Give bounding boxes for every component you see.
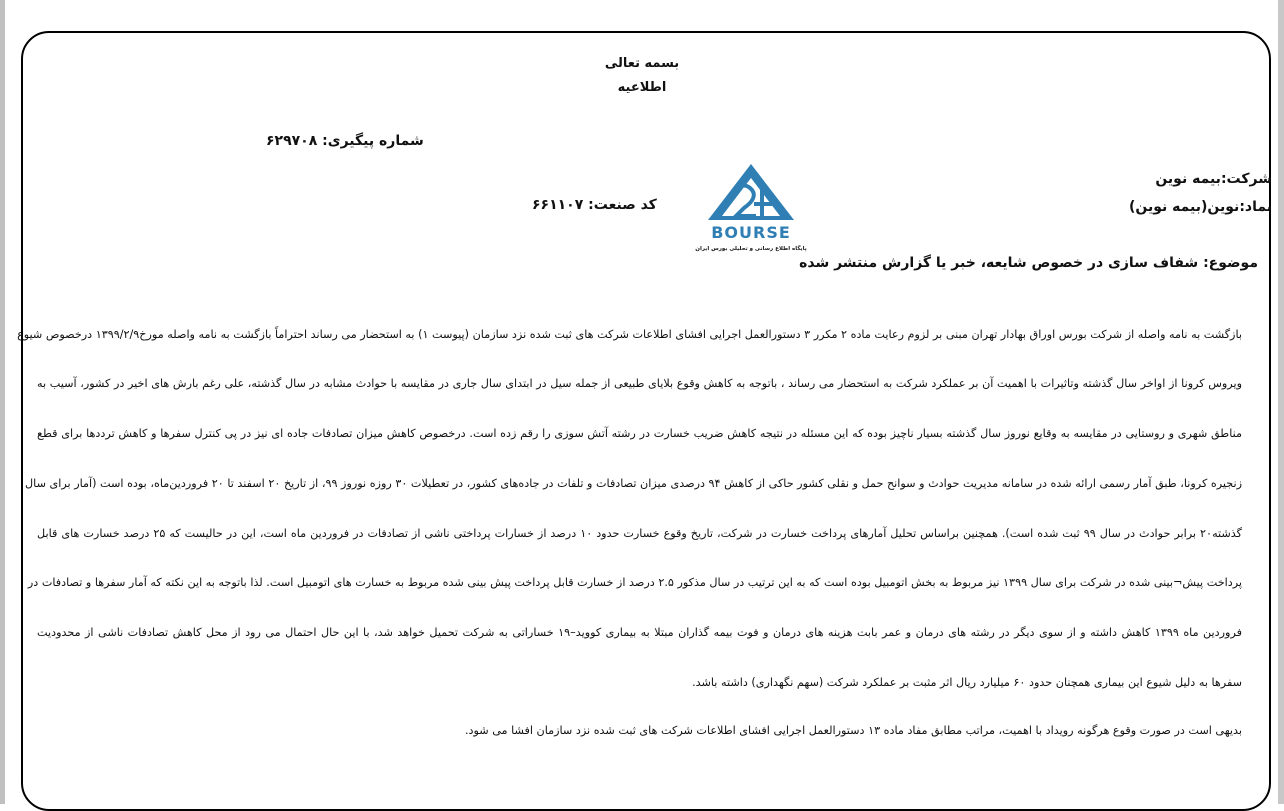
industry-label: کد صنعت:	[588, 197, 657, 213]
body-line-9: بدیهی است در صورت وقوع هرگونه رویداد با اهمیت، مراتب مطابق مفاد ماده ۱۳ دستورالعمل اجرایی افشای اطلاعات شرکت های ثبت شده نزد سازمان افشا می شود.	[464, 724, 1242, 737]
basmala-heading: بسمه تعالی	[604, 56, 680, 71]
bourse-logo	[692, 162, 810, 254]
document-frame	[17, 31, 1271, 811]
symbol-value: نوین(بیمه نوین)	[1129, 199, 1240, 215]
bourse-logo-icon	[692, 162, 810, 254]
industry-code-row	[532, 197, 657, 213]
notice-title: اطلاعیه	[617, 80, 667, 95]
body-line-3: مناطق شهری و روستایی در مقایسه به وقایع نوروز سال گذشته بسیار ناچیز بوده که این مسئله در نتیجه کاهش ضریب خسارت در رشته آتش سوزی را رقم زده است. درخصوص کاهش میزان تصادفات جاده ای نیز در پی کنترل سفرها و کاهش ترددها برای قطع	[37, 427, 1242, 440]
svg-text:BOURSE: BOURSE	[711, 223, 791, 242]
industry-value: ۶۶۱۱۰۷	[532, 197, 584, 213]
body-line-4: زنجیره کرونا، طبق آمار رسمی ارائه شده در سامانه مدیریت حوادث و سوانح حمل و نقلی کشور حاکی از کاهش ۹۴ درصدی میزان تصادفات و تلفات در جاده‌های کشور، در تعطیلات ۳۰ روزه نوروز ۹۹، از تاریخ ۲۰ اسفند تا ۲۰ فروردین‌ماه، بوده است (آمار برای سال	[25, 477, 1242, 490]
tracking-value: ۶۲۹۷۰۸	[266, 133, 318, 149]
subject-label: موضوع:	[1203, 255, 1258, 271]
subject-row	[799, 255, 1258, 271]
tracking-number	[266, 133, 424, 149]
symbol-label: نماد:	[1239, 199, 1272, 215]
body-line-1: بازگشت به نامه واصله از شرکت بورس اوراق بهادار تهران مبنی بر لزوم رعایت ماده ۲ مکرر ۳ دستورالعمل اجرایی افشای اطلاعات شرکت های ثبت شده نزد سازمان (پیوست ۱) به استحضار می رساند احتراماً بازگشت به نامه واصله مورخ۱۳۹۹/۲/۹ درخصوص شیوع	[17, 328, 1242, 341]
body-line-6: پرداخت پیش¬بینی شده در شرکت برای سال ۱۳۹۹ نیز مربوط به بخش اتومبیل بوده است که به این ترتیب در سال مذکور ۲.۵ درصد از خسارت قابل پرداخت پیش بینی شده مربوط به خسارت های اتومبیل است. لذا باتوجه به این نکته که آمار سفرها و تصادفات در	[27, 576, 1242, 589]
body-line-8: سفرها به دلیل شیوع این بیماری همچنان حدود ۶۰ میلیارد ریال اثر مثبت بر عملکرد شرکت (سهم نگهداری) داشته باشد.	[692, 676, 1242, 689]
body-line-7: فروردین ماه ۱۳۹۹ کاهش داشته و از سوی دیگر در رشته های درمان و عمر بابت هزینه های درمان و فوت بیمه گذاران مبتلا به بیماری کووید–۱۹ خساراتی به شرکت تحمیل خواهد شد، با این حال احتمال می رود از محل کاهش تصادفات ناشی از محدودیت	[37, 626, 1242, 639]
company-label: شرکت:	[1220, 171, 1272, 187]
subject-value: شفاف سازی در خصوص شایعه، خبر یا گزارش منتشر شده	[799, 255, 1199, 271]
company-name-row	[1155, 171, 1272, 187]
body-line-5: گذشته۲۰ برابر حوادث در سال ۹۹ ثبت شده است). همچنین براساس تحلیل آمارهای پرداخت خسارت در شرکت، تاریخ وقوع خسارت حدود ۱۰ درصد از خسارات پرداختی ناشی از تصادفات در فروردین ماه است، این در حالیست که ۲۵ درصد خسارت های قابل	[37, 527, 1243, 540]
tracking-label: شماره پیگیری:	[322, 133, 424, 149]
svg-text:پایگاه اطلاع رسانی و تحلیلی بو: پایگاه اطلاع رسانی و تحلیلی بورس ایران	[695, 246, 807, 252]
body-line-2: ویروس کرونا از اواخر سال گذشته وتاثیرات با اهمیت آن بر عملکرد شرکت به استحضار می رساند ، باتوجه به کاهش وقوع بلایای طبیعی از جمله سیل در ابتدای سال جاری در مقایسه با حوادث مشابه در سال گذشته، علی رغم بارش های اخیر در کشور، آسیب به	[37, 377, 1242, 390]
left-scroll-edge	[0, 0, 5, 804]
company-value: بیمه نوین	[1155, 171, 1221, 187]
symbol-row	[1129, 199, 1272, 215]
right-scroll-edge[interactable]	[1278, 0, 1284, 804]
